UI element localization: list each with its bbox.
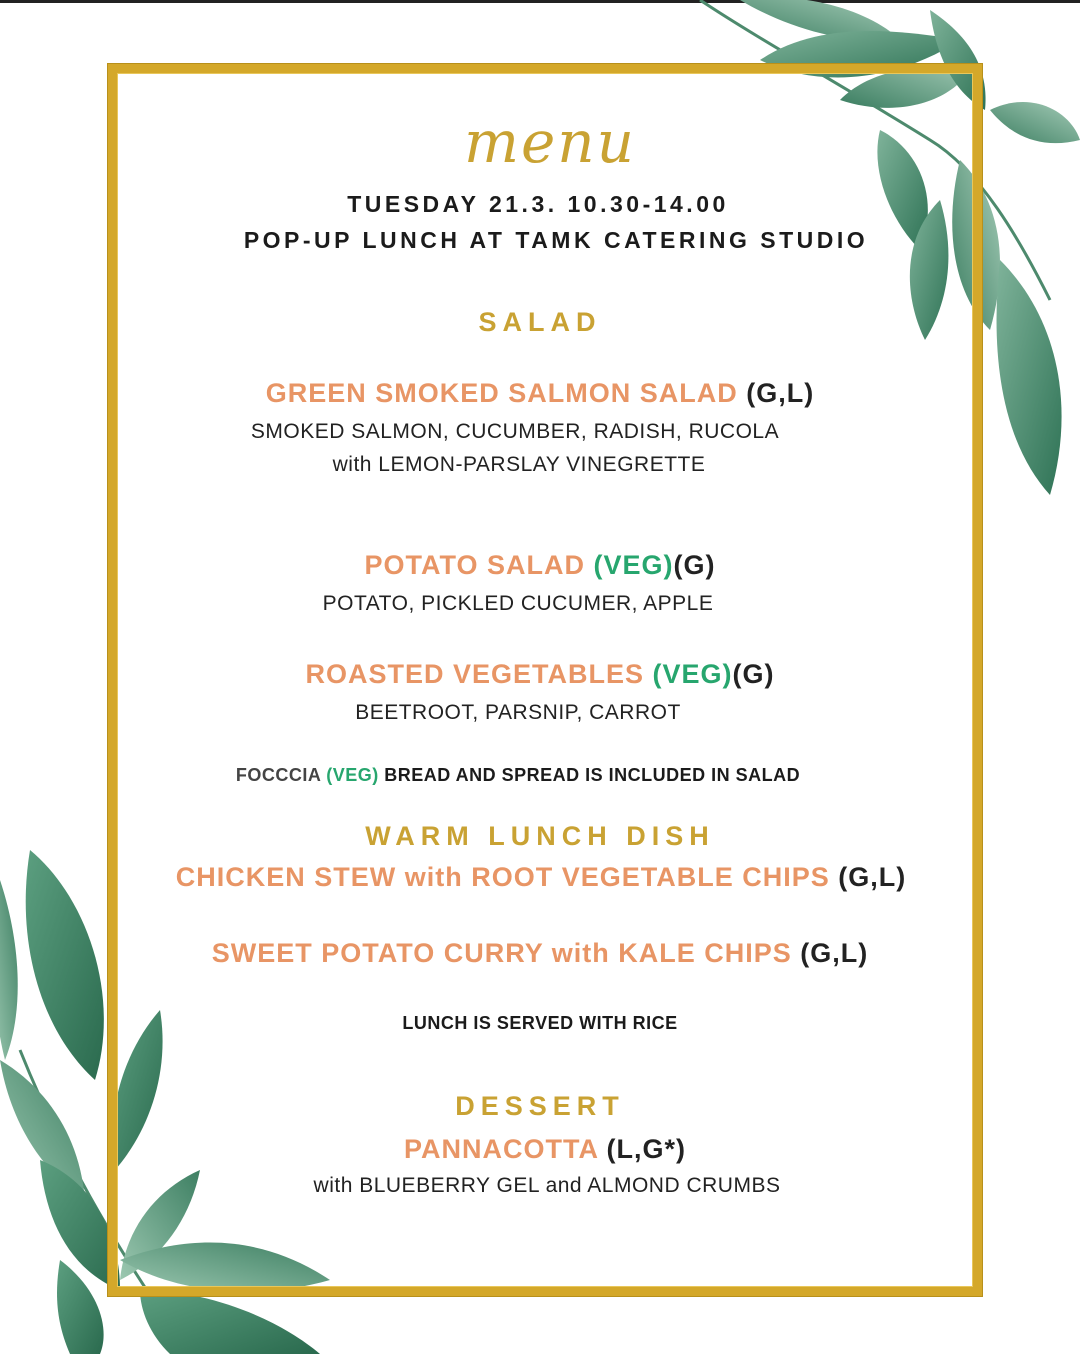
dietary-tags: (G,L) xyxy=(838,862,907,892)
venue-line: POP-UP LUNCH AT TAMK CATERING STUDIO xyxy=(243,227,869,253)
menu-title: menu xyxy=(463,108,637,176)
salad-bread-note xyxy=(0,765,1058,786)
dish-potato-salad xyxy=(0,550,1080,581)
dish-name: ROASTED VEGETABLES xyxy=(305,659,653,689)
dish-salmon-salad xyxy=(0,378,1080,409)
dish-description: POTATO, PICKLED CUCUMER, APPLE xyxy=(322,592,714,615)
dish-name: POTATO SALAD xyxy=(364,550,594,580)
dish-description: with BLUEBERRY GEL and ALMOND CRUMBS xyxy=(313,1174,781,1197)
date-time-line: TUESDAY 21.3. 10.30-14.00 xyxy=(347,191,729,217)
dietary-tags: (L,G*) xyxy=(606,1134,686,1164)
dessert-heading: DESSERT xyxy=(455,1091,625,1121)
note-text: BREAD AND SPREAD IS INCLUDED IN SALAD xyxy=(378,765,801,785)
dish-name: CHICKEN STEW with ROOT VEGETABLE CHIPS xyxy=(175,862,839,892)
warm-lunch-heading: WARM LUNCH DISH xyxy=(365,821,715,851)
dish-name: SWEET POTATO CURRY with KALE CHIPS xyxy=(211,938,801,968)
note-text: FOCCCIA xyxy=(235,765,327,785)
rice-note: LUNCH IS SERVED WITH RICE xyxy=(402,1013,678,1033)
veg-tag: (VEG) xyxy=(652,659,733,689)
dish-roasted-vegetables xyxy=(0,659,1080,690)
salad-heading: SALAD xyxy=(478,307,602,337)
dish-description: SMOKED SALMON, CUCUMBER, RADISH, RUCOLA xyxy=(250,420,780,443)
dish-name: PANNACOTTA xyxy=(404,1134,607,1164)
dietary-tags: (G,L) xyxy=(746,378,815,408)
veg-tag: (VEG) xyxy=(326,765,379,785)
dish-description: with LEMON-PARSLAY VINEGRETTE xyxy=(332,453,706,476)
dish-chicken-stew xyxy=(1,862,1080,893)
dish-pannacotta xyxy=(5,1134,1080,1165)
dietary-tags: (G,L) xyxy=(800,938,869,968)
dish-name: GREEN SMOKED SALMON SALAD xyxy=(265,378,747,408)
dish-sweet-potato-curry xyxy=(0,938,1080,969)
dietary-tags: (G) xyxy=(732,659,775,689)
dietary-tags: (G) xyxy=(673,550,716,580)
dish-description: BEETROOT, PARSNIP, CARROT xyxy=(355,701,681,724)
veg-tag: (VEG) xyxy=(593,550,674,580)
